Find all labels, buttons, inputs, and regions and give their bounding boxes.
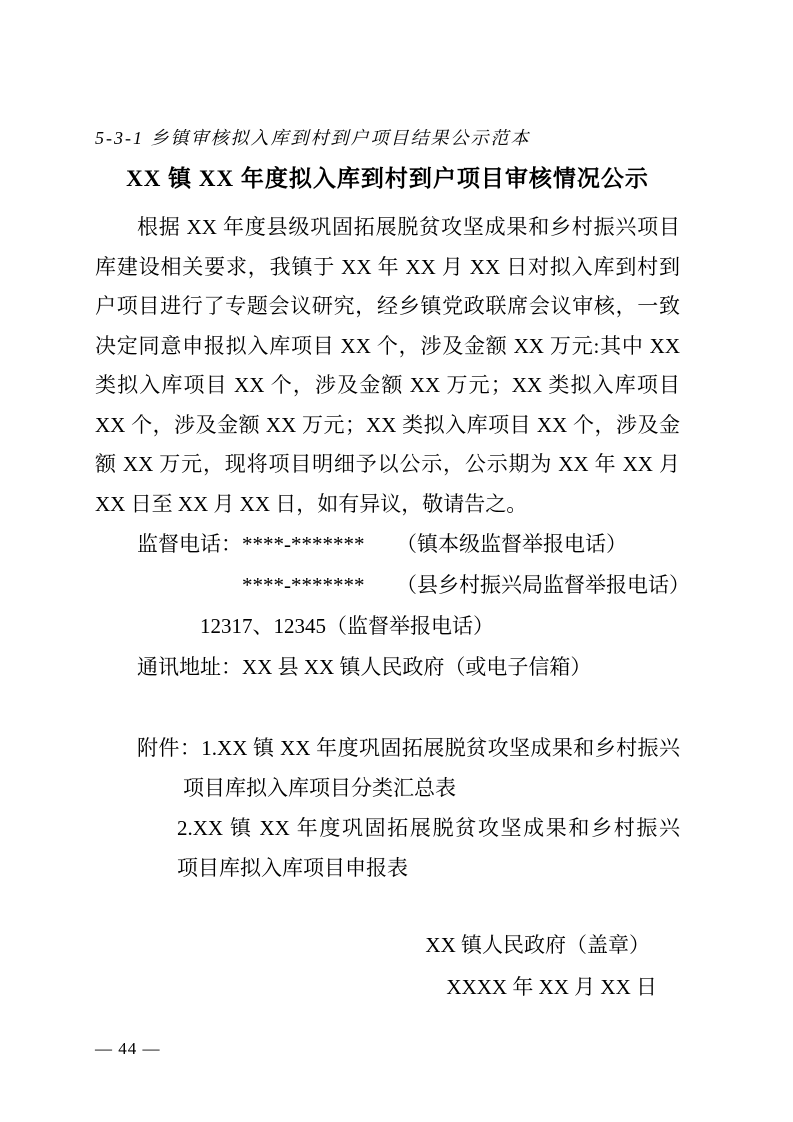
signature-block [95,924,680,1008]
body-line: 户项目进行了专题会议研究，经乡镇党政联席会议审核，一致 [95,294,680,318]
contact-block [95,524,690,688]
attachment-item-1: 附件：1.XX 镇 XX 年度巩固拓展脱贫攻坚成果和乡村振兴 [137,736,680,760]
document-section-label: 5-3-1 乡镇审核拟入库到村到户项目结果公示范本 [95,128,531,148]
signature-organization: XX 镇人民政府（盖章） [425,933,650,957]
attachments-block [95,728,680,888]
attachment-item-2: 2.XX 镇 XX 年度巩固拓展脱贫攻坚成果和乡村振兴 [177,816,680,840]
supervision-phone-county: ****-******* （县乡村振兴局监督举报电话） [242,573,690,597]
attachment-item-1-continued: 项目库拟入库项目分类汇总表 [183,776,456,800]
supervision-phone-town: 监督电话：****-******* （镇本级监督举报电话） [137,532,627,556]
document-content [95,0,690,1008]
body-line: 决定同意申报拟入库项目 XX 个，涉及金额 XX 万元:其中 XX [95,333,680,358]
body-line: 额 XX 万元，现将项目明细予以公示，公示期为 XX 年 XX 月 [95,452,680,476]
body-line: XX 日至 XX 月 XX 日，如有异议，敬请告之。 [95,491,528,516]
mailing-address: 通讯地址：XX 县 XX 镇人民政府（或电子信箱） [137,655,592,679]
body-line: XX 个，涉及金额 XX 万元；XX 类拟入库项目 XX 个，涉及金 [95,412,680,437]
attachment-item-2-continued: 项目库拟入库项目申报表 [177,856,408,880]
body-paragraph [95,208,680,524]
signature-date: XXXX 年 XX 月 XX 日 [446,975,657,999]
page-number: — 44 — [95,1039,161,1058]
document-title: XX 镇 XX 年度拟入库到村到户项目审核情况公示 [126,166,649,191]
supervision-hotlines: 12317、12345（监督举报电话） [200,614,494,638]
body-line: 根据 XX 年度县级巩固拓展脱贫攻坚成果和乡村振兴项目 [137,215,680,239]
body-line: 类拟入库项目 XX 个，涉及金额 XX 万元；XX 类拟入库项目 [95,373,680,397]
body-line: 库建设相关要求，我镇于 XX 年 XX 月 XX 日对拟入库到村到 [95,254,680,279]
